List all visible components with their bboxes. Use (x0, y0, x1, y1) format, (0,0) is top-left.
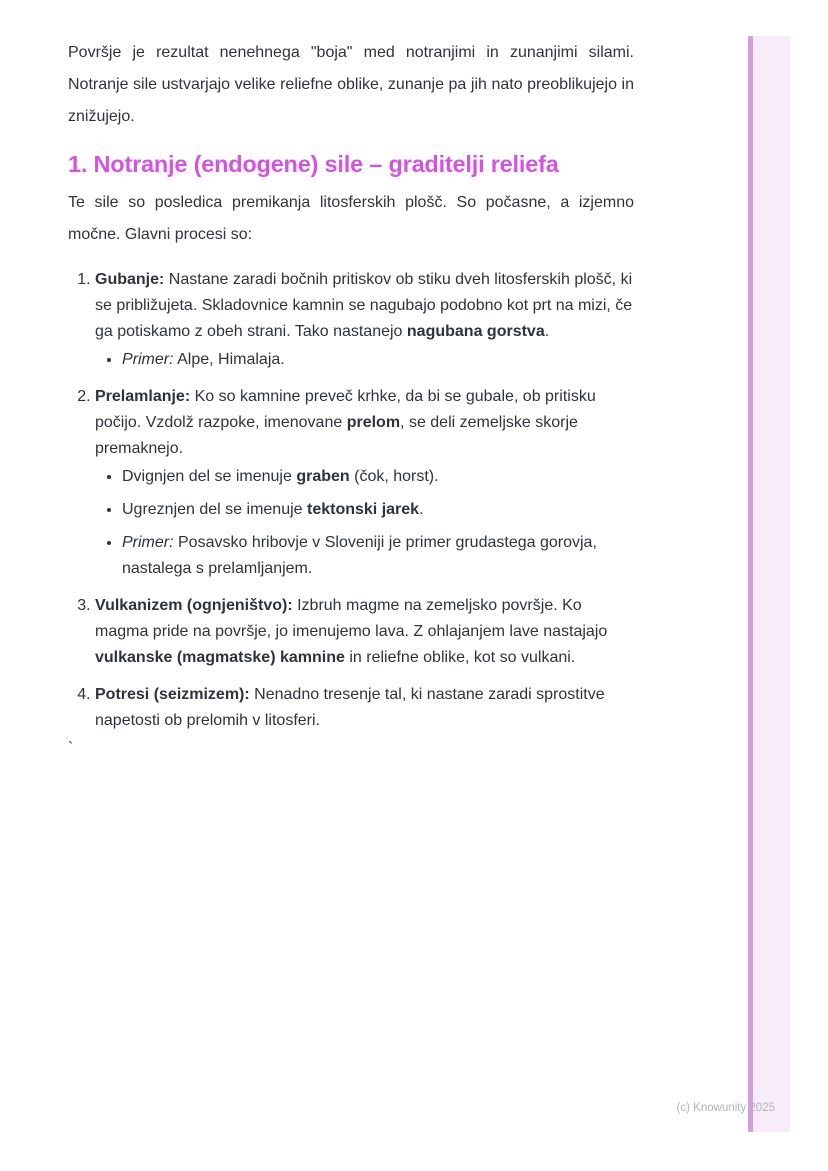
section-heading: 1. Notranje (endogene) sile – graditelji reliefa (68, 151, 559, 177)
bold-text: nagubana gorstva (406, 323, 545, 340)
bold-text: Prelamlanje: (95, 388, 191, 405)
text-run: Ko so kamnine preveč krhke, da bi se gubale, ob pritisku počijo. Vzdolž razpoke, imenovane (95, 388, 596, 431)
bullet-item (122, 464, 634, 490)
bullet-item (122, 530, 634, 582)
bold-text: Potresi (seizmizem): (95, 686, 250, 703)
numbered-list (68, 267, 634, 734)
intro-paragraph: Površje je rezultat nenehnega "boja" med notranjimi in zunanjimi silami. Notranje sile ustvarjajo velike reliefne oblike, zunanje pa jih nato preoblikujejo in znižujejo. (68, 44, 634, 125)
italic-text: Primer: (122, 534, 174, 551)
text-run: Posavsko hribovje v Sloveniji je primer grudastega gorovja, nastalega s prelamljanjem. (122, 534, 597, 577)
stray-character: ` (68, 740, 74, 757)
bold-text: graben (296, 468, 350, 485)
bold-text: vulkanske (magmatske) kamnine (95, 649, 345, 666)
text-run: . (419, 501, 424, 518)
text-run: Izbruh magme na zemeljsko površje. Ko magma pride na površje, jo imenujemo lava. Z ohlajanjem lave nastajajo (95, 597, 608, 640)
italic-text: Primer: (122, 351, 174, 368)
text-run: Dvignjen del se imenuje (122, 468, 297, 485)
list-item (95, 384, 634, 582)
pink-accent-stripe (748, 36, 790, 1132)
bullet-item (122, 497, 634, 523)
text-run: Nenadno tresenje tal, ki nastane zaradi sprostitve napetosti ob prelomih v litosferi. (95, 686, 605, 729)
list-item (95, 682, 634, 734)
lead-paragraph: Te sile so posledica premikanja litosferskih plošč. So počasne, a izjemno močne. Glavni procesi so: (68, 194, 634, 243)
watermark: (c) Knowunity 2025 (676, 1102, 775, 1114)
page-content (68, 0, 634, 762)
bullet-list (95, 464, 634, 582)
bullet-item (122, 347, 634, 373)
bold-text: Gubanje: (95, 271, 165, 288)
text-run: Nastane zaradi bočnih pritiskov ob stiku dveh litosferskih plošč, ki se približujeta. Skladovnice kamnin se nagubajo podobno kot prt na mizi, če ga potiskamo z obeh strani. Tako nastanejo (95, 271, 633, 340)
text-run: Alpe, Himalaja. (173, 351, 285, 368)
bullet-list (95, 347, 634, 373)
list-item (95, 593, 634, 671)
bold-text: tektonski jarek (307, 501, 420, 518)
bold-text: Vulkanizem (ognjeništvo): (95, 597, 293, 614)
text-run: in reliefne oblike, kot so vulkani. (344, 649, 576, 666)
bold-text: prelom (346, 414, 401, 431)
text-run: . (544, 323, 550, 340)
text-run: Ugreznjen del se imenuje (122, 501, 307, 518)
text-run: (čok, horst). (349, 468, 439, 485)
text-run: , se deli zemeljske skorje premaknejo. (95, 414, 578, 457)
list-item (95, 267, 634, 373)
